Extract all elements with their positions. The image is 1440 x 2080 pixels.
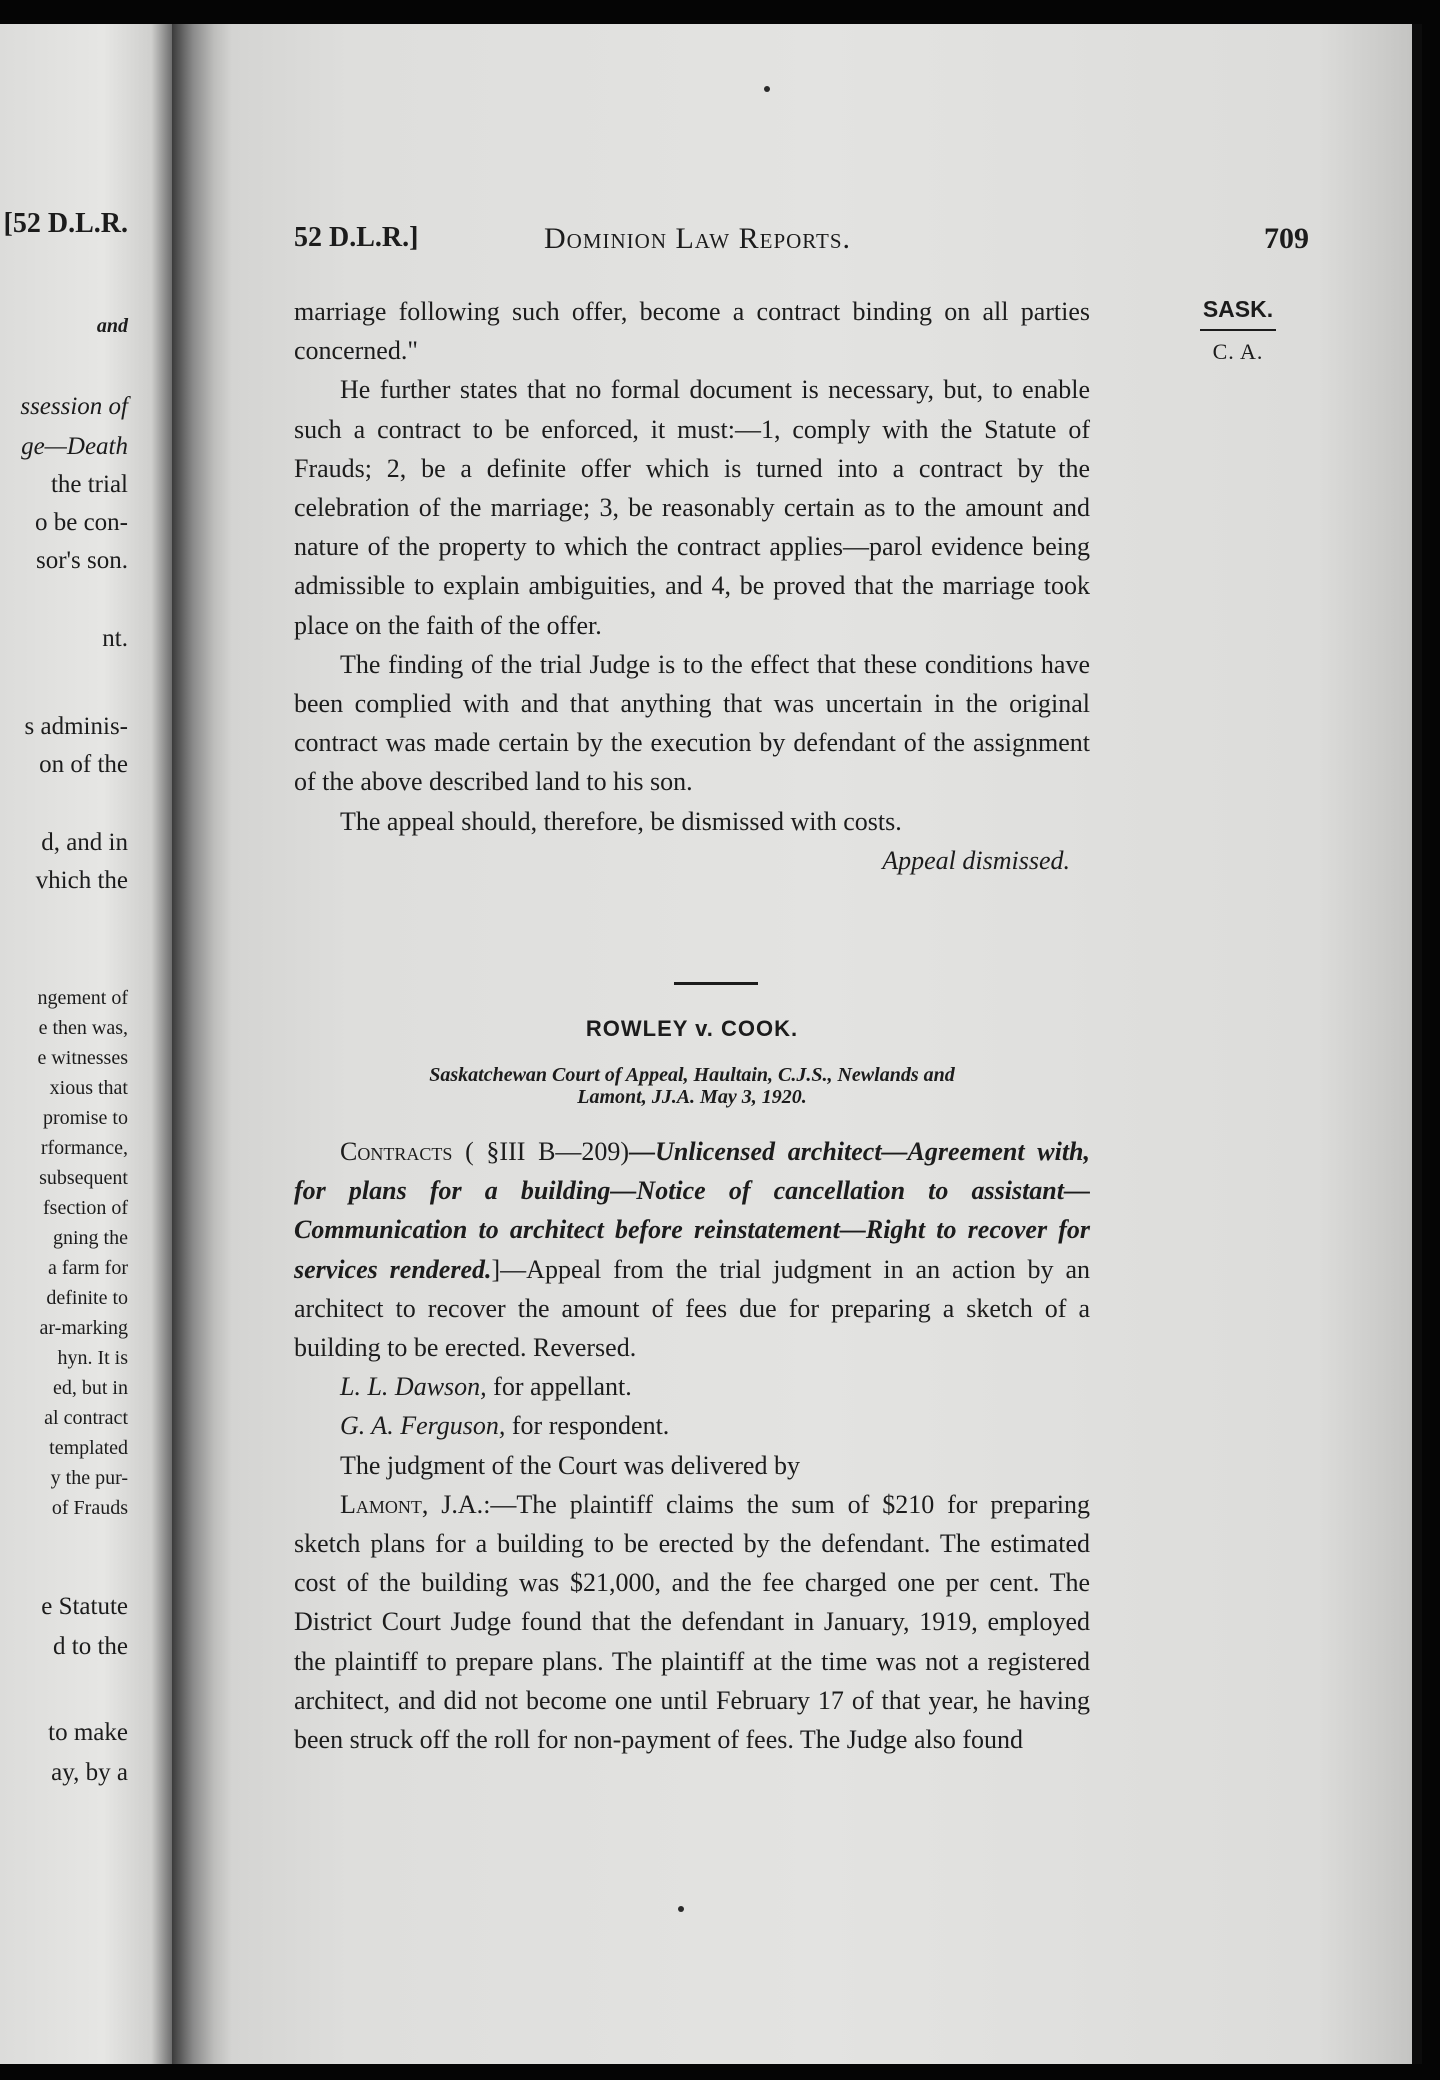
delivered-by: The judgment of the Court was delivered by <box>340 1450 800 1480</box>
page-number: 709 <box>1264 222 1309 255</box>
counsel-appellant-role: for appellant. <box>486 1372 632 1402</box>
paragraph: marriage following such offer, become a contract binding on all parties concerned." <box>294 297 1090 366</box>
case-title: ROWLEY v. COOK. <box>585 1016 799 1041</box>
margin-note <box>1192 296 1284 365</box>
counsel-respondent-name: G. A. Ferguson, <box>340 1411 506 1441</box>
running-head-volume: 52 D.L.R.] <box>294 222 419 253</box>
left-fragment: ssession of <box>20 393 128 420</box>
left-fragment: hyn. It is <box>57 1347 128 1369</box>
scan-right-border <box>1422 0 1440 2080</box>
left-running-head: [52 D.L.R. <box>3 208 128 239</box>
left-fragment: definite to <box>46 1287 128 1309</box>
left-fragment: templated <box>49 1437 128 1459</box>
headnote-italic: —Unlicensed architect—Agreement with, for plans for a building—Notice of cancellation to assistant—Communication to architect before reinstatement—Right to recover for services rendered. <box>294 1137 1090 1284</box>
disposition: Appeal dismissed. <box>882 845 1070 875</box>
left-fragment: the trial <box>50 471 128 498</box>
prior-case-text <box>294 292 1090 880</box>
margin-note-court: C. A. <box>1212 339 1264 364</box>
left-fragment: s adminis- <box>24 713 128 740</box>
paragraph: The finding of the trial Judge is to the effect that these conditions have been complied with and that anything that was uncertain in the original contract was made certain by the execution by defendant of the assignment of the above described land to his son. <box>294 649 1090 797</box>
left-fragment: o be con- <box>34 509 128 536</box>
left-fragment: ay, by a <box>51 1759 128 1786</box>
left-fragment: on of the <box>39 751 128 778</box>
scan-top-border <box>0 0 1440 24</box>
left-fragment: promise to <box>43 1107 128 1129</box>
left-fragment: nt. <box>102 625 128 652</box>
left-fragment: d, and in <box>41 829 128 856</box>
judgment-text: :—The plaintiff claims the sum of $210 for preparing sketch plans for a building to be erected by the defendant. The estimated cost of the building was $21,000, and the fee charged one per cent. The District Court Judge found that the defendant in January, 1919, employed the plaintiff to prepare plans. The plaintiff at the time was not a registered architect, and did not become one until February 17 of that year, he having been struck off the roll for non-payment of fees. The Judge also found <box>294 1489 1090 1755</box>
court-line <box>294 1064 1090 1108</box>
left-fragment: subsequent <box>39 1167 128 1189</box>
left-fragment: of Frauds <box>51 1497 128 1519</box>
court-line-1: Saskatchewan Court of Appeal, Haultain, C.J.S., Newlands and <box>429 1064 955 1086</box>
left-fragment: a farm for <box>48 1257 128 1279</box>
judgment <box>294 1485 1090 1759</box>
left-fragment: vhich the <box>35 867 128 894</box>
left-fragment: fsection of <box>43 1197 128 1219</box>
paragraph: The appeal should, therefore, be dismissed with costs. <box>340 806 902 836</box>
headnote <box>294 1132 1090 1367</box>
print-speck <box>764 86 770 92</box>
counsel-respondent-role: for respondent. <box>505 1411 670 1441</box>
book-gutter-shadow <box>172 24 232 2064</box>
scan-bottom-border <box>0 2064 1440 2080</box>
left-fragment: ar-marking <box>39 1317 128 1339</box>
left-fragment: to make <box>48 1719 128 1746</box>
running-head-title: Dominion Law Reports. <box>544 222 852 255</box>
section-divider <box>674 982 758 985</box>
left-fragment: rformance, <box>40 1137 128 1159</box>
left-facing-page <box>0 24 172 2064</box>
left-fragment: sor's son. <box>35 547 128 574</box>
counsel-respondent <box>294 1406 1090 1445</box>
print-speck <box>678 1906 684 1912</box>
left-fragment: e then was, <box>38 1017 128 1039</box>
court-line-2: Lamont, JJ.A. May 3, 1920. <box>577 1086 807 1108</box>
margin-note-province: SASK. <box>1200 296 1276 331</box>
headnote-ref: ( §III B—209) <box>465 1137 630 1166</box>
judge-name: Lamont, J.A. <box>340 1489 484 1519</box>
main-page <box>232 24 1412 2064</box>
left-fragment: y the pur- <box>50 1467 128 1489</box>
left-fragment: e Statute <box>41 1593 128 1620</box>
headnote-rest: ]—Appeal from the trial judgment in an action by an architect to recover the amount of fees due for preparing a sketch of a building to be erected. Reversed. <box>294 1254 1091 1363</box>
left-fragment: xious that <box>49 1077 128 1099</box>
left-fragment: gning the <box>53 1227 128 1249</box>
counsel-appellant <box>294 1367 1090 1406</box>
left-fragment: and <box>96 315 128 337</box>
headnote-topic: Contracts <box>340 1137 453 1166</box>
counsel-appellant-name: L. L. Dawson, <box>340 1372 487 1402</box>
case-text <box>294 1132 1090 1759</box>
left-fragment: e witnesses <box>37 1047 128 1069</box>
left-fragment: d to the <box>53 1633 128 1660</box>
left-fragment: ngement of <box>37 987 128 1009</box>
left-fragment: ge—Death <box>21 433 128 460</box>
left-fragment: ed, but in <box>53 1377 128 1399</box>
paragraph: He further states that no formal document is necessary, but, to enable such a contract to be enforced, it must:—1, comply with the Statute of Frauds; 2, be a definite offer which is turned into a contract by the celebration of the marriage; 3, be reasonably certain as to the amount and nature of the property to which the contract applies—parol evidence being admissible to explain ambiguities, and 4, be proved that the marriage took place on the faith of the offer. <box>294 375 1090 640</box>
left-fragment: al contract <box>44 1407 128 1429</box>
